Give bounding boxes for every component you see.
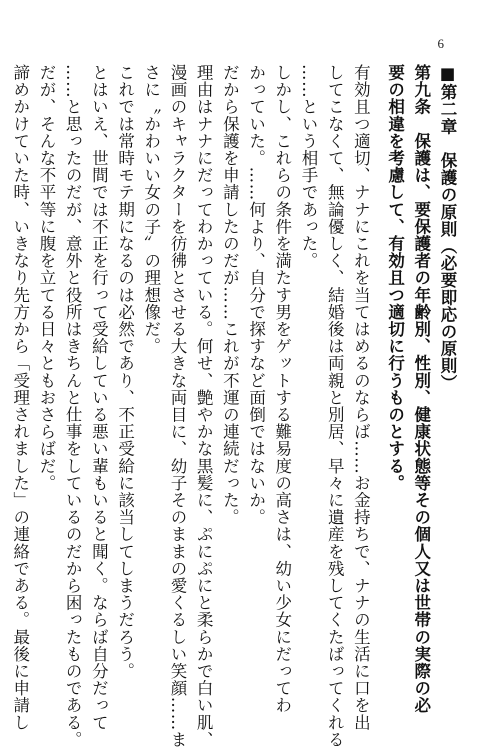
- article-heading-line-2: 要の相違を考慮して、有効且つ適切に行うものとする。: [385, 64, 405, 492]
- body-line-11: とはいえ、世間では不正を行って受給している悪い輩もいると聞く。ならば自分だって: [89, 64, 109, 731]
- body-line-3: ……という相手であった。: [298, 64, 318, 270]
- article-heading-line-1: 第九条 保護は、要保護者の年齢別、性別、健康状態等その個人又は世帯の実際の必: [411, 64, 431, 714]
- body-line-6: だから保護を申請したのだが……これが不運の連続だった。: [220, 64, 240, 526]
- body-line-7: 理由はナナにだってわかっている。何せ、艶やかな黒髪に、ぷにぷにと柔らかで白い肌、: [194, 64, 214, 748]
- body-line-10: これでは常時モテ期になるのは必然であり、不正受給に該当してしまうだろう。: [115, 64, 135, 680]
- body-line-5: かっていた。……何より、自分で探すなど面倒ではないか。: [246, 64, 266, 526]
- body-line-8: 漫画のキャラクターを彷彿とさせる大きな両目に、幼子そのままの愛くるしい笑顔……ま: [167, 64, 187, 748]
- body-line-9: さに〝かわいい女の子〟の理想像だ。: [141, 64, 161, 355]
- body-line-14: 諦めかけていた時、いきなり先方から「受理されました」の連絡である。最後に申請し: [10, 64, 30, 731]
- page-number: 6: [437, 36, 444, 51]
- body-line-2: してこなくて、無論優しく、結婚後は両親と別居、早々に遺産を残してくたばってくれる: [325, 64, 345, 748]
- body-line-13: だが、そんな不平等に腹を立てる日々ともおさらばだ。: [36, 64, 56, 492]
- body-line-12: ……と思ったのだが、意外と役所はきちんと仕事をしているのだから困ったものである。: [63, 64, 83, 748]
- heading-spacer: [373, 64, 381, 674]
- chapter-heading: ■第二章 保護の原則（必要即応の原則）: [438, 64, 457, 392]
- body-line-1: 有効且つ適切、ナナにこれを当てはめるのならば……お金持ちで、ナナの生活に口を出: [351, 64, 371, 731]
- body-line-4: しかし、これらの条件を満たす男をゲットする難易度の高さは、幼い少女にだってわ: [272, 64, 292, 714]
- vertical-text-block: [10, 64, 460, 748]
